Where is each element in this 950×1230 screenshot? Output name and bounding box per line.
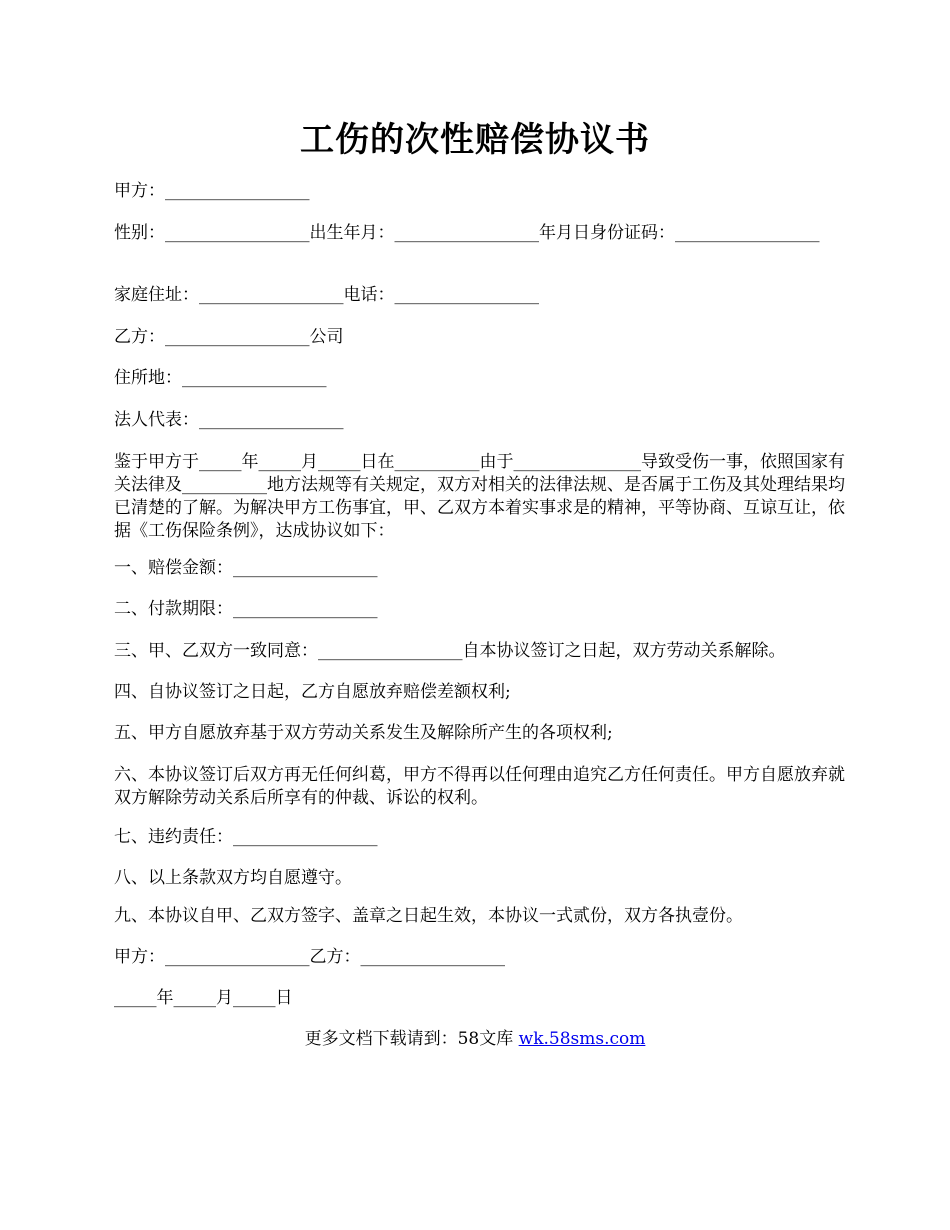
clause-4: 四、自协议签订之日起，乙方自愿放弃赔偿差额权利;: [114, 682, 511, 702]
domicile-line: 住所地：_________________: [114, 368, 327, 388]
legal-rep-line: 法人代表：_________________: [114, 410, 344, 430]
party-b-name-line: 乙方：_________________公司: [114, 327, 344, 347]
clause-8: 八、以上条款双方均自愿遵守。: [114, 868, 352, 888]
party-a-info-line: 性别：_________________出生年月：_________________年月日身份证码：_________________: [114, 223, 820, 243]
clause-1: 一、赔偿金额：_________________: [114, 558, 378, 578]
date-line: _____年_____月_____日: [114, 988, 293, 1008]
clause-7: 七、违约责任：_________________: [114, 827, 378, 847]
clause-6: 六、本协议签订后双方再无任何纠葛，甲方不得再以任何理由追究乙方任何责任。甲方自愿放弃就双方解除劳动关系后所享有的仲裁、诉讼的权利。: [114, 765, 845, 808]
footer-text: 更多文档下载请到：58文库: [304, 1029, 519, 1049]
clause-5: 五、甲方自愿放弃基于双方劳动关系发生及解除所产生的各项权利;: [114, 723, 613, 743]
party-a-name-line: 甲方：_________________: [114, 181, 310, 201]
footer: [0, 1028, 950, 1051]
preamble-paragraph: 鉴于甲方于_____年_____月_____日在__________由于_______________导致受伤一事，依照国家有关法律及__________地方法规等有关规定，双方对相关的法律法规、是否属于工伤及其处理结果均已清楚的了解。为解决甲方工伤事宜，甲、乙双方本着实事求是的精神，平等协商、互谅互让，依据《工伤保险条例》，达成协议如下：: [114, 452, 845, 541]
clause-3: 三、甲、乙双方一致同意：_________________自本协议签订之日起，双方劳动关系解除。: [114, 641, 786, 661]
footer-link[interactable]: wk.58sms.com: [518, 1029, 646, 1049]
signature-line: 甲方：_________________乙方：_________________: [114, 947, 505, 967]
clause-2: 二、付款期限：_________________: [114, 599, 378, 619]
address-phone-line: 家庭住址：_________________电话：_________________: [114, 285, 539, 305]
clause-9: 九、本协议自甲、乙双方签字、盖章之日起生效，本协议一式贰份，双方各执壹份。: [114, 906, 743, 926]
page-title: 工伤的次性赔偿协议书: [300, 120, 650, 160]
